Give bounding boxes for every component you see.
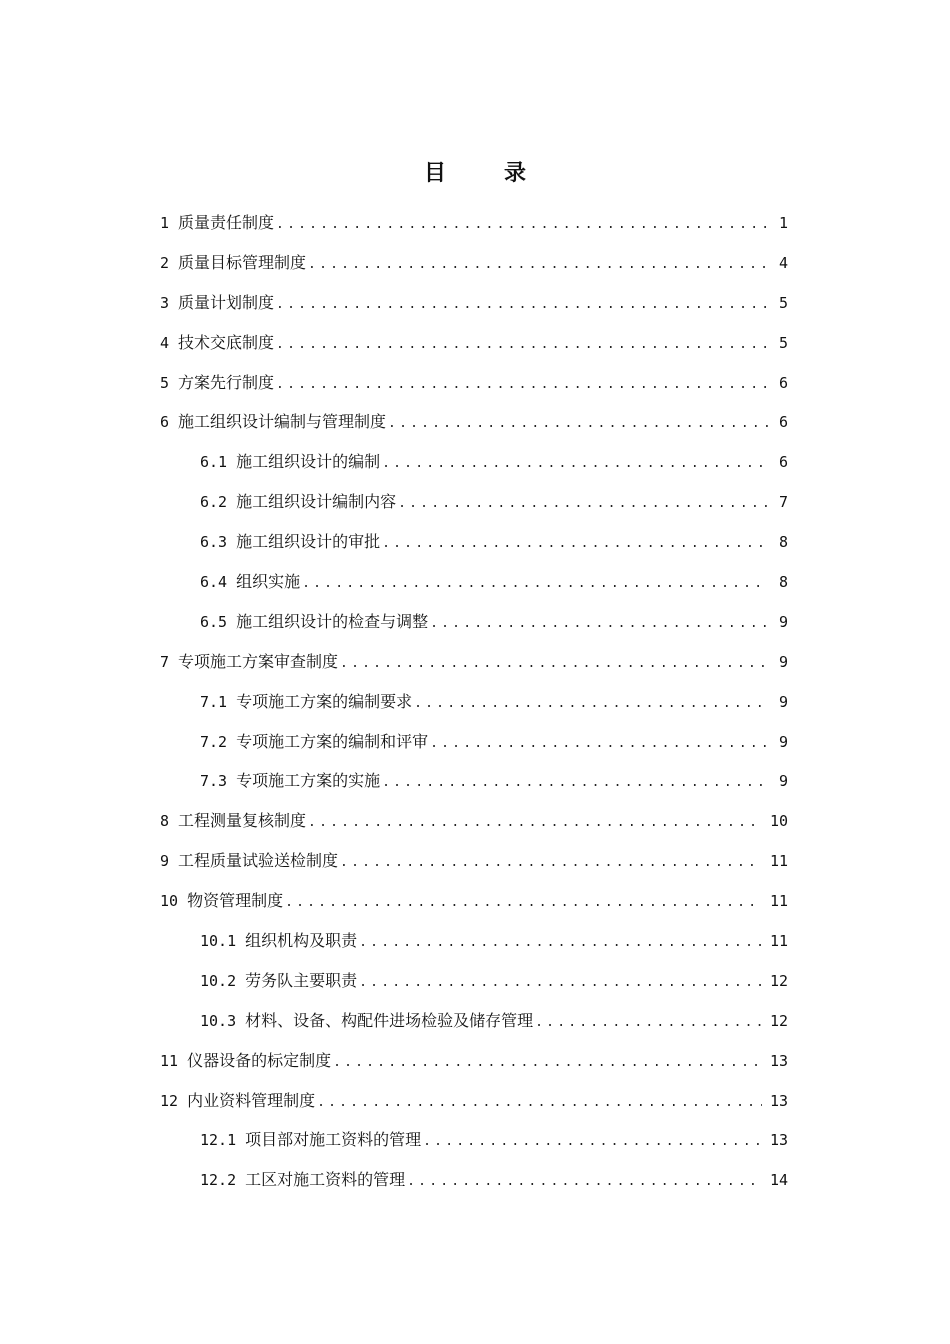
toc-entry-title: 施工组织设计的检查与调整 [236, 611, 429, 631]
toc-entry[interactable] [160, 522, 788, 562]
toc-entry[interactable] [160, 801, 788, 841]
toc-entry-number: 10.3 [200, 1011, 237, 1030]
toc-entry-title: 仪器设备的标定制度 [187, 1050, 332, 1070]
toc-entry[interactable] [160, 761, 788, 801]
toc-entry-title: 专项施工方案的编制要求 [236, 691, 413, 711]
toc-entry-page: 6 [778, 453, 788, 472]
toc-entry-number: 11 [160, 1051, 179, 1070]
toc-dot-leader [359, 923, 762, 963]
table-of-contents [160, 203, 788, 1200]
toc-dot-leader [276, 325, 768, 365]
toc-dot-leader [285, 883, 762, 923]
toc-entry-page: 13 [769, 1091, 788, 1110]
toc-entry-title: 劳务队主要职责 [245, 970, 358, 990]
toc-entry[interactable] [160, 1081, 788, 1121]
toc-dot-leader [276, 285, 768, 325]
toc-entry-page: 7 [778, 493, 788, 512]
toc-entry-page: 6 [778, 413, 788, 432]
toc-entry-page: 5 [778, 293, 788, 312]
toc-entry-page: 10 [769, 812, 788, 831]
toc-entry-number: 7 [160, 652, 170, 671]
toc-entry[interactable] [160, 363, 788, 403]
toc-entry-page: 9 [778, 732, 788, 751]
toc-dot-leader [340, 843, 762, 883]
toc-entry-number: 10 [160, 892, 179, 911]
toc-entry-page: 5 [778, 333, 788, 352]
toc-entry-number: 12.1 [200, 1131, 237, 1150]
toc-entry-title: 专项施工方案的实施 [236, 771, 381, 791]
toc-entry[interactable] [160, 682, 788, 722]
toc-entry[interactable] [160, 323, 788, 363]
toc-entry[interactable] [160, 1160, 788, 1200]
toc-entry-page: 9 [778, 772, 788, 791]
toc-dot-leader [535, 1003, 762, 1043]
toc-dot-leader [359, 963, 762, 1003]
toc-entry-title: 物资管理制度 [187, 891, 284, 911]
toc-entry-title: 方案先行制度 [178, 372, 275, 392]
toc-entry-page: 13 [769, 1051, 788, 1070]
toc-entry-page: 11 [769, 852, 788, 871]
toc-entry-number: 6.2 [200, 493, 228, 512]
toc-entry-page: 11 [769, 892, 788, 911]
toc-dot-leader [414, 684, 768, 724]
toc-entry-number: 6.5 [200, 612, 228, 631]
toc-entry-title: 质量责任制度 [178, 213, 275, 232]
toc-entry-page: 8 [778, 573, 788, 592]
toc-dot-leader [317, 1083, 762, 1123]
toc-entry-title: 内业资料管理制度 [187, 1090, 316, 1110]
toc-entry-title: 组织实施 [236, 572, 301, 592]
toc-entry-number: 10.1 [200, 932, 237, 951]
toc-entry[interactable] [160, 283, 788, 323]
toc-entry-title: 工程质量试验送检制度 [178, 851, 339, 871]
toc-dot-leader [276, 205, 768, 245]
toc-entry-number: 9 [160, 852, 170, 871]
toc-entry-number: 7.2 [200, 732, 228, 751]
toc-entry-page: 12 [769, 1011, 788, 1030]
toc-entry-number: 12 [160, 1091, 179, 1110]
toc-entry-page: 6 [778, 373, 788, 392]
toc-dot-leader [382, 524, 768, 564]
toc-dot-leader [430, 724, 768, 764]
toc-entry-page: 8 [778, 533, 788, 552]
toc-entry-number: 6.1 [200, 453, 228, 472]
toc-entry[interactable] [160, 1120, 788, 1160]
toc-entry-title: 组织机构及职责 [245, 931, 358, 951]
toc-entry-number: 2 [160, 253, 170, 272]
toc-dot-leader [333, 1043, 762, 1083]
toc-entry-number: 7.3 [200, 772, 228, 791]
toc-dot-leader [382, 763, 768, 803]
toc-entry-page: 13 [769, 1131, 788, 1150]
toc-entry[interactable] [160, 562, 788, 602]
toc-entry-title: 项目部对施工资料的管理 [245, 1130, 422, 1150]
toc-entry-number: 6 [160, 413, 170, 432]
toc-entry-title: 专项施工方案的编制和评审 [236, 731, 429, 751]
toc-entry-number: 6.3 [200, 533, 228, 552]
toc-entry-title: 工区对施工资料的管理 [245, 1170, 406, 1190]
toc-entry[interactable] [160, 203, 788, 243]
toc-entry-title: 质量计划制度 [178, 292, 275, 312]
toc-entry[interactable] [160, 1001, 788, 1041]
toc-entry-page: 9 [778, 612, 788, 631]
toc-entry[interactable] [160, 602, 788, 642]
toc-entry-page: 11 [769, 932, 788, 951]
toc-entry[interactable] [160, 881, 788, 921]
toc-entry-page: 1 [778, 214, 788, 232]
toc-dot-leader [388, 404, 768, 444]
toc-dot-leader [308, 245, 768, 285]
toc-entry-number: 12.2 [200, 1171, 237, 1190]
toc-entry-title: 专项施工方案审查制度 [178, 651, 339, 671]
toc-entry-number: 8 [160, 812, 170, 831]
toc-entry-page: 12 [769, 971, 788, 990]
toc-entry[interactable] [160, 482, 788, 522]
toc-entry[interactable] [160, 722, 788, 762]
toc-entry-page: 14 [769, 1171, 788, 1190]
toc-entry-page: 9 [778, 652, 788, 671]
toc-entry-title: 施工组织设计的审批 [236, 532, 381, 552]
toc-dot-leader [302, 564, 768, 604]
toc-dot-leader [276, 365, 768, 405]
toc-dot-leader [430, 604, 768, 644]
toc-entry-number: 3 [160, 293, 170, 312]
toc-entry[interactable] [160, 841, 788, 881]
toc-entry[interactable] [160, 921, 788, 961]
toc-dot-leader [340, 644, 768, 684]
toc-entry-title: 质量目标管理制度 [178, 252, 307, 272]
toc-entry[interactable] [160, 1041, 788, 1081]
toc-entry-number: 10.2 [200, 971, 237, 990]
toc-dot-leader [308, 803, 762, 843]
toc-entry-number: 5 [160, 373, 170, 392]
toc-entry[interactable] [160, 442, 788, 482]
toc-entry-title: 材料、设备、构配件进场检验及储存管理 [245, 1010, 534, 1030]
toc-entry-title: 技术交底制度 [178, 332, 275, 352]
toc-entry-title: 施工组织设计编制与管理制度 [178, 412, 387, 432]
toc-entry-title: 工程测量复核制度 [178, 811, 307, 831]
toc-entry[interactable] [160, 642, 788, 682]
toc-dot-leader [407, 1162, 762, 1202]
toc-entry-number: 7.1 [200, 692, 228, 711]
toc-entry[interactable] [160, 402, 788, 442]
toc-entry-number: 1 [160, 214, 170, 232]
toc-entry-title: 施工组织设计编制内容 [236, 492, 397, 512]
toc-entry-page: 9 [778, 692, 788, 711]
toc-entry-number: 6.4 [200, 573, 228, 592]
toc-entry[interactable] [160, 961, 788, 1001]
toc-dot-leader [398, 484, 768, 524]
toc-dot-leader [423, 1122, 762, 1162]
page-title: 目 录 [423, 161, 544, 186]
toc-entry-page: 4 [778, 253, 788, 272]
toc-entry-number: 4 [160, 333, 170, 352]
toc-entry-title: 施工组织设计的编制 [236, 452, 381, 472]
toc-entry[interactable] [160, 243, 788, 283]
toc-dot-leader [382, 444, 768, 484]
